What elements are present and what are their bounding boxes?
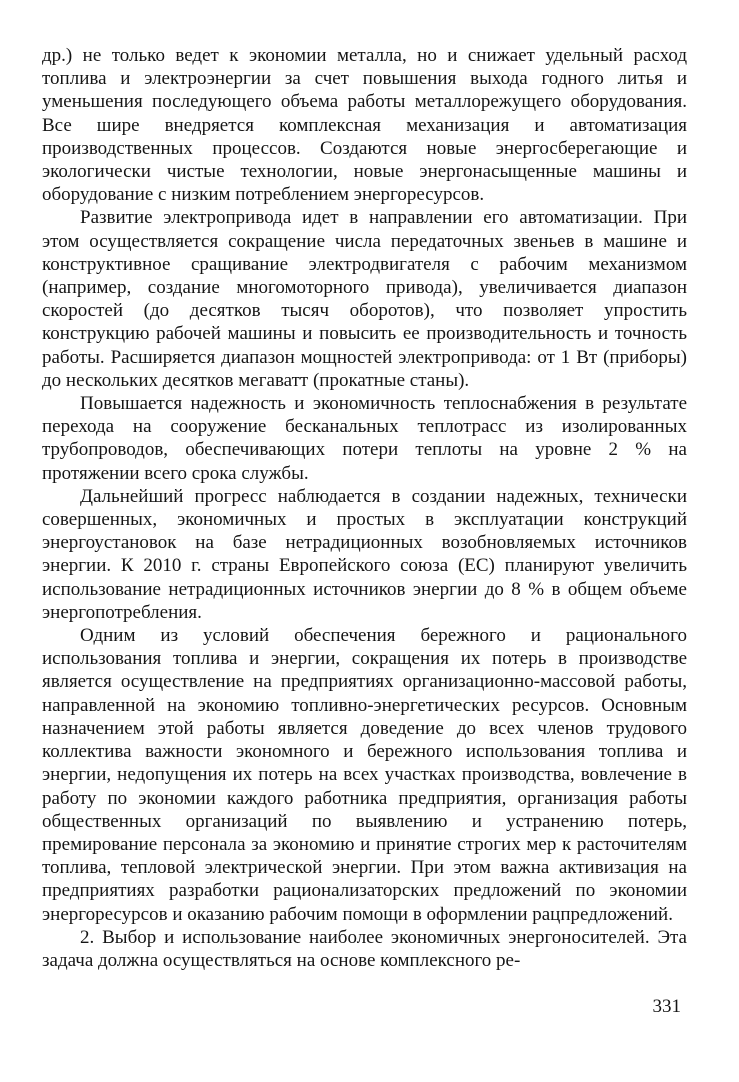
paragraph-4: Дальнейший прогресс наблюдается в создании надежных, технически совершенных, экономичных и простых в эксплуатации конструкций энергоустановок на базе нетрадиционных возобновляемых источников энергии. К 2010 г. страны Европейского союза (ЕС) планируют увеличить использование нетрадиционных источников энергии до 8 % в общем объеме энергопотребления.	[42, 485, 687, 623]
paragraph-6: 2. Выбор и использование наиболее экономичных энергоносителей. Эта задача должна осуществляться на основе комплексного ре-	[42, 926, 687, 971]
paragraph-2: Развитие электропривода идет в направлении его автоматизации. При этом осуществляется сокращение числа передаточных звеньев в машине и конструктивное сращивание электродвигателя с рабочим механизмом (например, создание многомоторного привода), увеличивается диапазон скоростей (до десятков тысяч оборотов), что позволяет упростить конструкцию рабочей машины и повысить ее производительность и точность работы. Расширяется диапазон мощностей электропривода: от 1 Вт (приборы) до нескольких десятков мегаватт (прокатные станы).	[42, 207, 687, 391]
document-page	[42, 44, 687, 972]
paragraph-5: Одним из условий обеспечения бережного и рационального использования топлива и энергии, сокращения их потерь в производстве является осуществление на предприятиях организационно-массовой работы, направленной на экономию топливно-энергетических ресурсов. Основным назначением этой работы является доведение до всех членов трудового коллектива важности экономного и бережного использования топлива и энергии, недопущения их потерь на всех участках производства, вовлечение в работу по экономии каждого работника предприятия, организация работы общественных организаций по выявлению и устранению потерь, премирование персонала за экономию и принятие строгих мер к расточителям топлива, тепловой электрической энергии. При этом важна активизация на предприятиях разработки рационализаторских предложений по экономии энергоресурсов и оказанию рабочим помощи в оформлении рацпредложений.	[42, 625, 687, 925]
paragraph-1: др.) не только ведет к экономии металла, но и снижает удельный расход топлива и электроэнергии за счет повышения выхода годного литья и уменьшения последующего объема работы металлорежущего оборудования. Все шире внедряется комплексная механизация и автоматизация производственных процессов. Создаются новые энергосберегающие и экологически чистые технологии, новые энергонасыщенные машины и оборудование с низким потреблением энергоресурсов.	[42, 45, 687, 206]
page-number: 331	[652, 996, 681, 1017]
paragraph-3: Повышается надежность и экономичность теплоснабжения в результате перехода на сооружение бесканальных теплотрасс из изолированных трубопроводов, обеспечивающих потери теплоты на уровне 2 % на протяжении всего срока службы.	[42, 393, 687, 484]
